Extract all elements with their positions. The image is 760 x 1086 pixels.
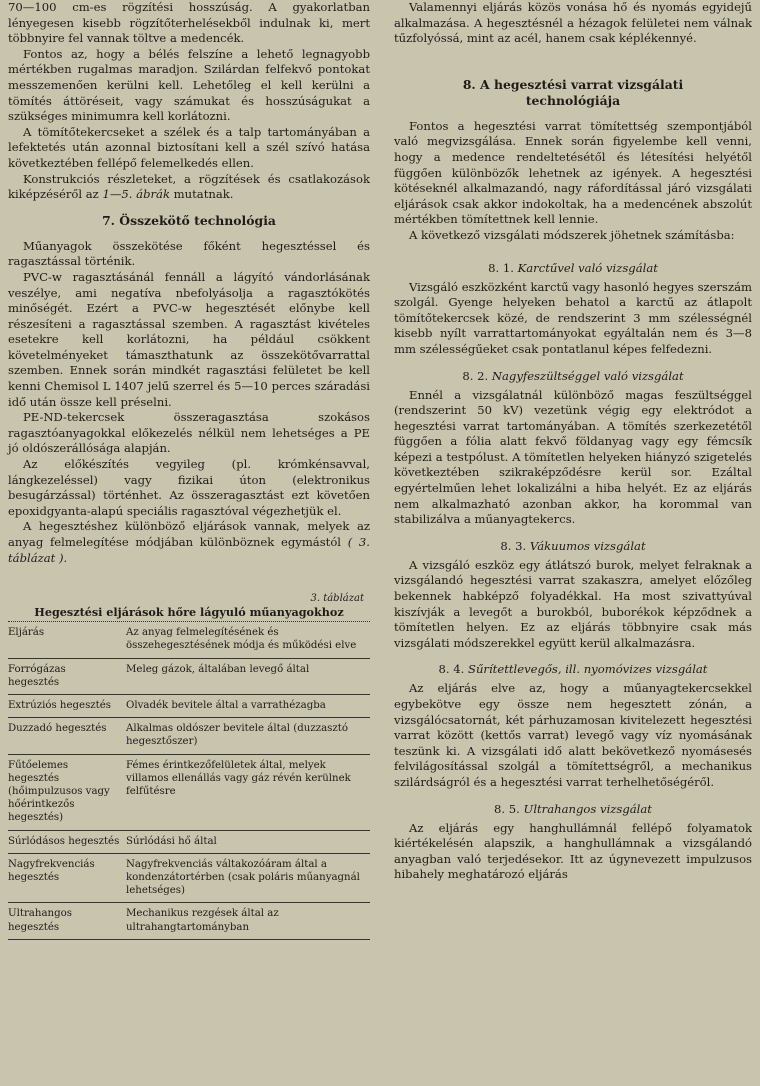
table-row	[8, 695, 370, 718]
table-reference: ( 3. táblázat )	[8, 535, 370, 565]
description-cell: Nagyfrekvenciás váltakozóáram által a kondenzátortérben (csak poláris műanyagnál lehetséges)	[126, 853, 370, 903]
subsection-heading	[394, 661, 752, 677]
paragraph: A tömítőtekercseket a szélek és a talp tartományában a lefektetés után azonnal biztosítani kell a szél szívó hatása következtében fellépő felemelkedés ellen.	[8, 124, 370, 170]
text: Konstrukciós részleteket, a rögzítések és csatlakozások kiképzéséről az	[8, 171, 370, 202]
subsection-title: Karctűvel való vizsgálat	[517, 260, 658, 275]
subsection-number: 8. 4.	[438, 662, 469, 677]
text: A hegesztéshez különböző eljárások vannak, melyek az anyag felmelegítése módjában különböznek egymástól	[8, 519, 370, 549]
method-cell: Ultrahangos hegesztés	[8, 903, 126, 939]
subsection-title: Nagyfeszültséggel való vizsgálat	[491, 368, 684, 383]
section-heading: 7. Összekötő technológia	[102, 212, 276, 228]
text: mutatnak.	[169, 187, 234, 202]
table-row	[8, 622, 370, 658]
paragraph: Az eljárás elve az, hogy a műanyagtekercsekkel egybekötve egy össze nem hegesztett zónán, a vizsgálócsatornát, két párhuzamosan kivitelezett hegesztési varrat között (kettős varrat) levegő vagy víz nyomásának teszünk ki. A vizsgálati idő alatt bekövetkező nyomásesés felvilágosítással szolgál a tömítettségről, a mechanikus szilárdságról és a hegesztési varrat terhelhetőségéről.	[394, 681, 752, 789]
method-cell: Nagyfrekvenciás hegesztés	[8, 853, 126, 903]
method-cell: Duzzadó hegesztés	[8, 718, 126, 754]
text: .	[63, 550, 68, 565]
right-column	[394, 0, 752, 883]
subsection-heading	[394, 368, 752, 384]
subsection-heading	[394, 260, 752, 276]
heading-line: technológiája	[525, 92, 621, 108]
paragraph: Fontos a hegesztési varrat tömítettség szempontjából való megvizsgálása. Ennek során figyelembe kell venni, hogy a medence rendeltetésétől és létesítési helyétől függően különbözők lehetnek az igények. A hegesztési kötéseknél alkalmazandó, nagy ráfordítással járó vizsgálati eljárások csak akkor indokoltak, ha a medencének abszolút mértékben tömítettnek kell lennie.	[394, 118, 752, 227]
welding-methods-table	[8, 622, 370, 940]
paragraph: Az eljárás egy hanghullámnál fellépő folyamatok kiértékelésén alapszik, a hanghullámnak a vizsgálandó anyagban való terjedésekor. Itt az úgynevezett impulzusos hibahely meghatározó eljárás	[394, 820, 752, 882]
description-cell: Olvadék bevitele által a varrathézagba	[126, 695, 370, 718]
description-cell: Súrlódási hő által	[126, 830, 370, 853]
heading-line: 8. A hegesztési varrat vizsgálati	[462, 76, 684, 92]
paragraph: Fontos az, hogy a bélés felszíne a lehető legnagyobb mértékben rugalmas maradjon. Szilárdan felfekvő pontokat messzemenően kerülni kell. Lehetőleg el kell kerülni a tömítés áttöréseit, vagy számukat és hosszúságukat a szükséges minimumra kell korlátozni.	[8, 46, 370, 124]
paragraph: A következő vizsgálati módszerek jöhetnek számításba:	[409, 227, 735, 242]
paragraph: Műanyagok összekötése főként hegesztéssel és ragasztással történik.	[8, 238, 370, 269]
method-cell: Fűtőelemes hegesztés (hőimpulzusos vagy hőérintkezős hegesztés)	[8, 754, 126, 830]
paragraph	[8, 519, 370, 566]
table-row	[8, 754, 370, 830]
paragraph: A vizsgáló eszköz egy átlátszó burok, melyet felraknak a vizsgálandó hegesztési varrat szakaszra, amelyet előzőleg bekennek habképző folyadékkal. Ha most szivattyúval kiszívják a levegőt a burokból, buborékok képződnek a tömítetlen helyen. Ez az eljárás többnyire csak más vizsgálati módszerekkel együtt kerül alkalmazásra.	[394, 557, 752, 650]
subsection-heading	[394, 538, 752, 554]
subsection-title: Vákuumos vizsgálat	[529, 538, 646, 553]
table-row	[8, 903, 370, 939]
description-cell: Az anyag felmelegítésének és összehegesztésének módja és működési elve	[126, 622, 370, 658]
subsection-number: 8. 2.	[462, 368, 492, 383]
paragraph: PVC-w ragasztásánál fennáll a lágyító vándorlásának veszélye, ami negatíva nbefolyásolja a ragasztókötés minőségét. Ezért a PVC-w hegesztését előnybe kell részesíteni a ragasztással szemben. A ragasztást kivételes esetekre kell korlátozni, ha például csökkent követelményeket támaszthatunk az összekötővarrattal szemben. Ennek során mindkét ragasztási felületet be kell kenni Chemisol L 1407 jelű szerrel és 5—10 perces száradási idő után össze kell préselni.	[8, 269, 370, 409]
method-cell: Eljárás	[8, 622, 126, 658]
table-row	[8, 658, 370, 694]
table-row	[8, 853, 370, 903]
paragraph: Valamennyi eljárás közös vonása hő és nyomás egyidejű alkalmazása. A hegesztésnél a hézagok felületei nem válnak tűzfolyóssá, mint az acél, hanem csak képlékennyé.	[394, 0, 752, 46]
method-cell: Súrlódásos hegesztés	[8, 830, 126, 853]
paragraph: 70—100 cm-es rögzítési hosszúság. A gyakorlatban lényegesen kisebb rögzítőterhelésekből indulnak ki, mert többnyire fel vannak töltve a medencék.	[8, 0, 370, 46]
paragraph: PE-ND-tekercsek összeragasztása szokásos ragasztóanyagokkal előkezelés nélkül nem lehetséges a PE jó oldószerállósága alapján.	[8, 410, 370, 456]
paragraph: Vizsgáló eszközként karctű vagy hasonló hegyes szerszám szolgál. Gyenge helyeken behatol a karctű az átlapolt tömítőtekercsek közé, de rendszerint 3 mm szélességnél kisebb nyílt varrattartományokat egyáltalán nem és 3—8 mm szélességűeket csak pontatlanul képes felfedezni.	[394, 279, 752, 356]
description-cell: Mechanikus rezgések által az ultrahangtartományban	[126, 903, 370, 939]
method-cell: Extrúziós hegesztés	[8, 695, 126, 718]
description-cell: Alkalmas oldószer bevitele által (duzzasztó hegesztőszer)	[126, 718, 370, 754]
subsection-number: 8. 1.	[488, 260, 518, 275]
method-cell: Forrógázas hegesztés	[8, 658, 126, 694]
section-heading	[394, 77, 752, 109]
table-row	[8, 718, 370, 754]
table-row	[8, 830, 370, 853]
paragraph	[8, 172, 370, 203]
description-cell: Meleg gázok, általában levegő által	[126, 658, 370, 694]
subsection-number: 8. 5.	[494, 801, 524, 816]
paragraph: Ennél a vizsgálatnál különböző magas feszültséggel (rendszerint 50 kV) vezetünk végig egy elektródot a hegesztési varrat tartományában. A tömítés szerkezetétől függően a fólia alatt fekvő földanyag vagy egy fémcsík képezi a testpólust. A tömítetlen helyeken hiányzó szigetelés következtében szikraképződésre kerül sor. Ezáltal egyértelműen lehet lokalizálni a hiba helyét. Ez az eljárás nem alkalmazható azonban akkor, ha korommal van stabilizálva a műanyagtekercs.	[394, 387, 752, 527]
subsection-title: Sűrítettlevegős, ill. nyomóvizes vizsgálat	[468, 662, 708, 677]
description-cell: Fémes érintkezőfelületek által, melyek villamos ellenállás vagy gáz révén kerülnek felfűtésre	[126, 754, 370, 830]
paragraph: Az előkészítés vegyileg (pl. krómkénsavval, lángkezeléssel) vagy fizikai úton (elektronikus besugárzással) történhet. Az összeragasztást ezt követően epoxidgyanta-alapú speciális ragasztóval végezhetjük el.	[8, 457, 370, 518]
table-caption: 3. táblázat	[310, 593, 364, 605]
subsection-title: Ultrahangos vizsgálat	[523, 801, 652, 816]
figure-reference: 1—5. ábrák	[102, 187, 170, 202]
subsection-heading	[394, 801, 752, 817]
table-title: Hegesztési eljárások hőre lágyuló műanyagokhoz	[8, 605, 370, 622]
left-column	[8, 0, 370, 940]
subsection-number: 8. 3.	[500, 538, 530, 553]
